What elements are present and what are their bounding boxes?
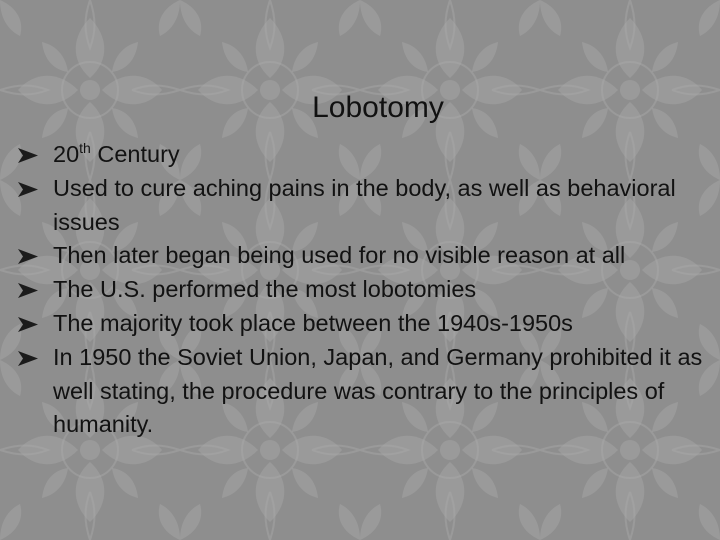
arrowhead-bullet-icon [18, 282, 38, 299]
bullet-text: Then later began being used for no visible reason at all [53, 242, 626, 269]
bullet-list [18, 138, 708, 442]
bullet-text-continuation: Century [90, 141, 180, 167]
arrowhead-bullet-icon [18, 248, 38, 265]
ordinal-superscript: th [79, 140, 91, 156]
arrowhead-bullet-icon [18, 181, 38, 198]
bullet-item-4 [18, 273, 708, 307]
arrowhead-bullet-icon [18, 316, 38, 333]
bullet-item-2 [18, 172, 708, 240]
bullet-item-3 [18, 239, 708, 273]
bullet-item-5 [18, 307, 708, 341]
bullet-item-6 [18, 341, 708, 442]
arrowhead-bullet-icon [18, 350, 38, 367]
slide-title: Lobotomy [312, 91, 444, 124]
bullet-text: Used to cure aching pains in the body, as well as behavioral issues [53, 174, 676, 235]
arrowhead-bullet-icon [18, 147, 38, 164]
bullet-text: The majority took place between the 1940s-1950s [53, 309, 573, 336]
bullet-text: The U.S. performed the most lobotomies [53, 276, 477, 303]
bullet-text: 20 [53, 141, 80, 167]
bullet-text: In 1950 the Soviet Union, Japan, and Germany prohibited it as well stating, the procedure was contrary to the principles of humanity. [53, 343, 703, 438]
bullet-item-1 [18, 138, 708, 172]
